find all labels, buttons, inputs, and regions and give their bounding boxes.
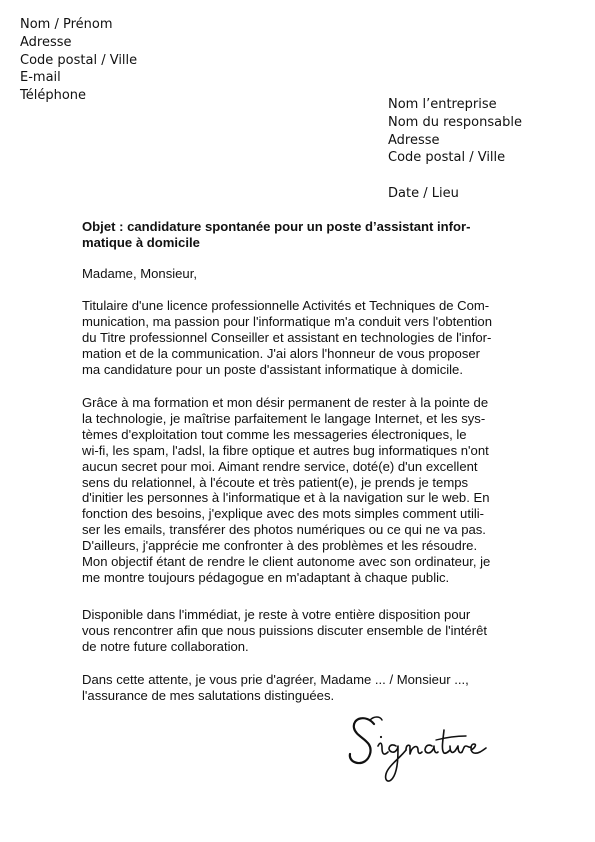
paragraph-skills (82, 395, 512, 586)
sender-email: E-mail (20, 70, 61, 86)
paragraph-line: l'assurance de mes salutations distinguées. (82, 687, 335, 703)
subject-line-2: matique à domicile (82, 234, 200, 250)
paragraph-closing (82, 672, 512, 704)
recipient-manager: Nom du responsable (388, 114, 522, 130)
paragraph-line: sens du relationnel, à l'écoute et très patient(e), je prends je temps (82, 474, 469, 490)
paragraph-line: d'initier les personnes à l'informatique et à la navigation sur le web. En (82, 490, 490, 506)
recipient-address: Adresse (388, 132, 440, 148)
subject-line-1: Objet : candidature spontanée pour un poste d’assistant infor- (82, 219, 471, 234)
paragraph-line: Dans cette attente, je vous prie d'agréer, Madame ... / Monsieur ..., (82, 672, 469, 687)
date-place (388, 185, 459, 203)
paragraph-line: Disponible dans l'immédiat, je reste à votre entière disposition pour (82, 607, 471, 622)
sender-phone: Téléphone (20, 88, 87, 104)
recipient-company: Nom l’entreprise (388, 97, 497, 112)
sender-postal-city: Code postal / Ville (20, 52, 138, 68)
paragraph-line: ma candidature pour un poste d'assistant informatique à domicile. (82, 361, 463, 377)
paragraph-line: me montre toujours pédagogue en m'adaptant à chaque public. (82, 569, 450, 585)
salutation-text: Madame, Monsieur, (82, 266, 197, 281)
date-place-text: Date / Lieu (388, 186, 459, 201)
recipient-block (388, 96, 522, 167)
paragraph-line: de notre future collaboration. (82, 638, 249, 654)
paragraph-line: fonction des besoins, j'explique avec des mots simples comment utili- (82, 506, 485, 522)
paragraph-line: tèmes d'exploitation tout comme les messageries électroniques, le (82, 426, 467, 442)
paragraph-line: Titulaire d'une licence professionnelle Activités et Techniques de Com- (82, 298, 490, 313)
salutation (82, 266, 512, 282)
handwritten-signature (340, 706, 500, 786)
paragraph-introduction (82, 298, 512, 378)
recipient-postal-city: Code postal / Ville (388, 150, 506, 166)
subject-line (82, 219, 512, 251)
paragraph-line: Grâce à ma formation et mon désir permanent de rester à la pointe de (82, 395, 489, 410)
paragraph-line: aucun secret pour moi. Aimant rendre service, doté(e) d'un excellent (82, 458, 478, 474)
paragraph-line: D'ailleurs, j'apprécie me confronter à des problèmes et les résoudre. (82, 538, 478, 554)
sender-block (20, 16, 137, 105)
paragraph-line: wi-fi, les spam, l'adsl, la fibre optique et autres bug informatiques n'ont (82, 442, 489, 458)
paragraph-line: vous rencontrer afin que nous puissions discuter ensemble de l'intérêt (82, 622, 487, 638)
paragraph-line: mation et de la communication. J'ai alors l'honneur de vous proposer (82, 345, 481, 361)
paragraph-line: ser les emails, transférer des photos numériques ou ce qui ne va pas. (82, 522, 486, 538)
sender-address: Adresse (20, 34, 72, 50)
sender-name: Nom / Prénom (20, 17, 113, 32)
paragraph-line: Mon objectif étant de rendre le client autonome avec son ordinateur, je (82, 554, 491, 570)
paragraph-availability (82, 607, 512, 655)
paragraph-line: munication, ma passion pour l'informatique m'a conduit vers l'obtention (82, 313, 492, 329)
paragraph-line: du Titre professionnel Conseiller et assistant en technologies de l'infor- (82, 329, 492, 345)
paragraph-line: la technologie, je maîtrise parfaitement le langage Internet, et les sys- (82, 410, 486, 426)
